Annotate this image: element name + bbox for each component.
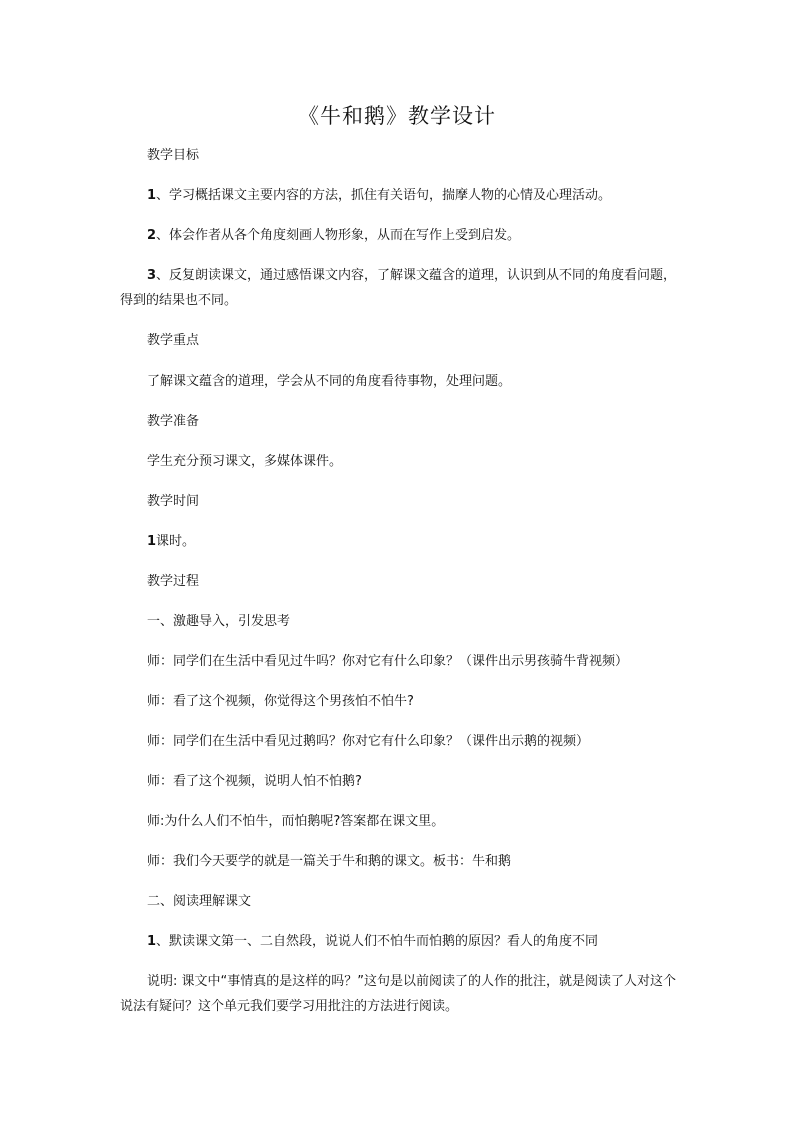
- prep-text: 学生充分预习课文，多媒体课件。: [147, 454, 343, 469]
- process-part-1-heading: 一、激趣导入，引发思考: [147, 614, 291, 629]
- teacher-line-1: 师：同学们在生活中看见过牛吗？你对它有什么印象？（课件出示男孩骑牛背视频）: [147, 654, 629, 669]
- section-heading-process: 教学过程: [147, 574, 200, 589]
- teacher-line-6: 师：我们今天要学的就是一篇关于牛和鹅的课文。板书：牛和鹅: [147, 854, 512, 869]
- section-heading-prep: 教学准备: [147, 414, 200, 429]
- reading-number: 1: [147, 934, 157, 949]
- explanation-note: 说明: 课文中“事情真的是这样的吗？”这句是以前阅读了的人作的批注，就是阅读了人对这个说法有疑问？这个单元我们要学习用批注的方法进行阅读。: [120, 974, 676, 1014]
- process-part-2-heading: 二、阅读理解课文: [147, 894, 252, 909]
- teacher-line-5: 师:为什么人们不怕牛，而怕鹅呢?答案都在课文里。: [147, 814, 445, 829]
- section-heading-goals: 教学目标: [147, 148, 200, 163]
- teacher-line-4: 师：看了这个视频，说明人怕不怕鹅?: [147, 774, 362, 789]
- goal-item-2: [147, 225, 520, 246]
- time-text: [147, 531, 195, 552]
- section-heading-time: 教学时间: [147, 494, 200, 509]
- teacher-line-2: 师：看了这个视频，你觉得这个男孩怕不怕牛?: [147, 694, 414, 709]
- key-text: 了解课文蕴含的道理，学会从不同的角度看待事物，处理问题。: [147, 374, 512, 389]
- goal-number: 3: [147, 268, 157, 283]
- goal-text: 、学习概括课文主要内容的方法，抓住有关语句，揣摩人物的心情及心理活动。: [156, 188, 612, 203]
- teacher-line-3: 师：同学们在生活中看见过鹅吗？你对它有什么印象？（课件出示鹅的视频）: [147, 734, 590, 749]
- reading-text: 、默读课文第一、二自然段，说说人们不怕牛而怕鹅的原因？看人的角度不同: [156, 934, 599, 949]
- goal-number: 2: [147, 228, 157, 243]
- goal-item-1: [147, 185, 611, 206]
- goal-text: 、体会作者从各个角度刻画人物形象，从而在写作上受到启发。: [156, 228, 521, 243]
- goal-item-3: [120, 263, 680, 313]
- time-number: 1: [147, 534, 157, 549]
- reading-item-1: [147, 931, 598, 952]
- time-unit: 课时。: [156, 534, 196, 549]
- doc-title: 《牛和鹅》教学设计: [298, 104, 496, 128]
- goal-number: 1: [147, 188, 157, 203]
- section-heading-key: 教学重点: [147, 333, 200, 348]
- goal-text: 、反复朗读课文，通过感悟课文内容，了解课文蕴含的道理，认识到从不同的角度看问题，得到的结果也不同。: [120, 268, 677, 308]
